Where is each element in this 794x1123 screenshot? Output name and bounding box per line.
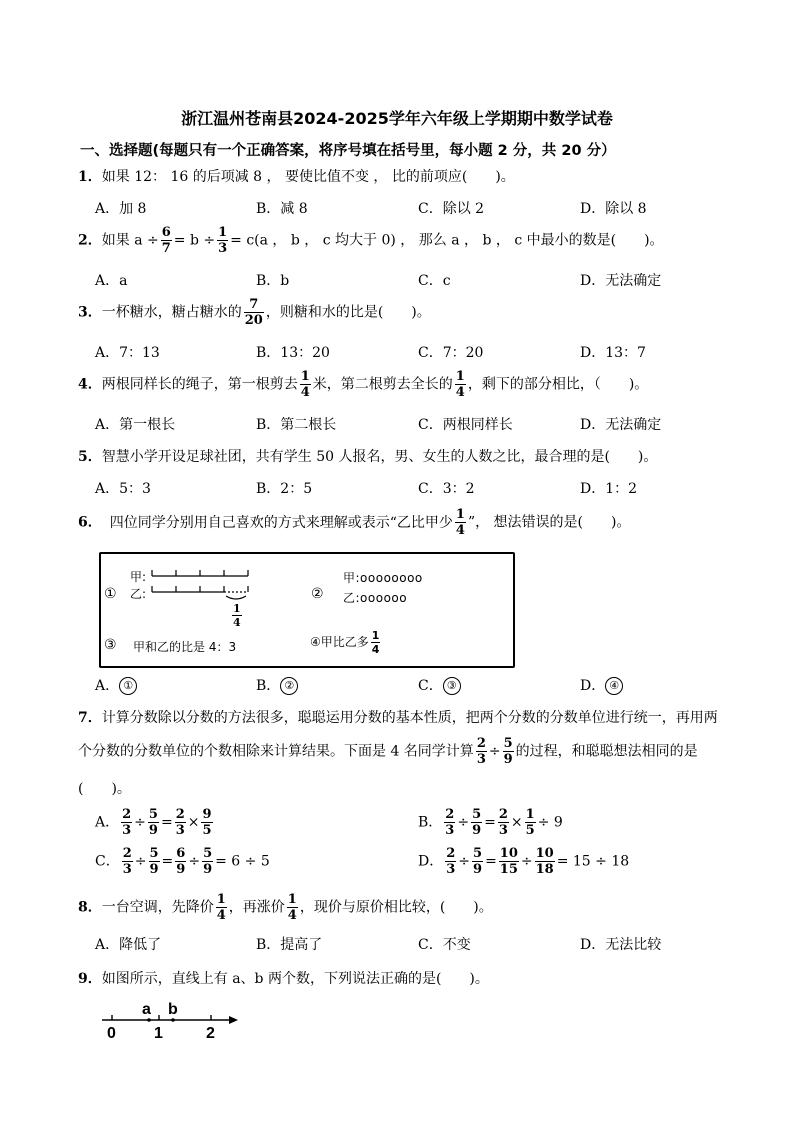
label-2: 2 <box>206 1025 215 1042</box>
option-c[interactable]: C．不变 <box>418 937 471 953</box>
question-text: 如图所示，直线上有 a、b 两个数，下列说法正确的是( )。 <box>101 971 489 987</box>
question-7-line-3: ( )。 <box>78 781 131 797</box>
option-d[interactable]: D．1：2 <box>580 481 638 497</box>
option-b[interactable]: B． ② <box>256 675 298 695</box>
bar-fraction: $\frac{1}{4}$ <box>233 602 241 629</box>
question-9 <box>78 968 489 988</box>
question-text-pre: 四位同学分别用自己喜欢的方式来理解或表示“乙比甲少 <box>109 514 453 531</box>
option-b[interactable]: B．2：5 <box>256 481 313 497</box>
question-text-post: = c(a ， b ， c 均大于 0) ， 那么 a ， b ， c 中最小的数是( )。 <box>230 232 664 249</box>
more-statement: ④甲比乙多 $\frac{1}{4}$ <box>310 629 380 656</box>
number-line <box>98 996 243 1046</box>
question-text-pre: 两根同样长的绳子，第一根剪去 <box>101 376 298 393</box>
question-text-mid: = b ÷ <box>173 232 216 249</box>
question-number: 1． <box>78 169 102 185</box>
option-a[interactable]: A． ① <box>95 675 137 695</box>
option-a[interactable]: A． $\frac{2}{3}$ ÷ $\frac{5}{9}$ = $\frac{2}{3}$ × $\frac{9}{5}$ <box>95 807 212 838</box>
question-number: 5． <box>78 449 102 465</box>
fraction: $\frac{7}{20}$ <box>244 297 263 328</box>
point-a <box>147 1018 151 1022</box>
ratio-statement: 甲和乙的比是 4：3 <box>133 640 237 654</box>
fraction: $\frac{6}{7}$ <box>161 225 171 256</box>
option-c[interactable]: C．7：20 <box>418 345 484 361</box>
fraction: $\frac{1}{4}$ <box>455 507 465 538</box>
question-text: 如果 12： 16 的后项减 8 ， 要使比值不变 ， 比的前项应( )。 <box>101 169 515 185</box>
option-b[interactable]: B．第二根长 <box>256 417 337 433</box>
question-text: 计算分数除以分数的方法很多，聪聪运用分数的基本性质，把两个分数的分数单位进行统一，再用两 <box>101 710 718 726</box>
option-d[interactable]: D．除以 8 <box>580 201 647 217</box>
option-d[interactable]: D．13：7 <box>580 345 646 361</box>
section-heading: 一、选择题(每题只有一个正确答案，将序号填在括号里，每小题 2 分，共 20 分） <box>80 143 616 159</box>
label-b: b <box>168 1001 178 1018</box>
question-number: 6． <box>78 514 102 531</box>
option-a[interactable]: A．5：3 <box>95 481 151 497</box>
option-a[interactable]: A．7：13 <box>95 345 160 361</box>
question-3 <box>78 298 431 327</box>
option-b[interactable]: B． $\frac{2}{3}$ ÷ $\frac{5}{9}$ = $\frac{2}{3}$ × $\frac{1}{5}$ ÷ 9 <box>418 807 563 838</box>
option-b[interactable]: B．13：20 <box>256 345 330 361</box>
option-b[interactable]: B．提高了 <box>256 937 323 953</box>
label-1: 1 <box>154 1025 163 1042</box>
point-b <box>171 1018 175 1022</box>
question-5 <box>78 446 657 466</box>
question-2 <box>78 226 664 255</box>
option-d[interactable]: D．无法确定 <box>580 273 662 289</box>
figure-label-2: ② <box>311 586 324 602</box>
label-0: 0 <box>107 1025 116 1042</box>
question-number: 4． <box>78 376 102 393</box>
yi-circles: 乙:oooooo <box>343 591 408 605</box>
option-a[interactable]: A．a <box>95 273 128 289</box>
label-a: a <box>142 1001 151 1018</box>
question-7-line-2: 个分数的分数单位的个数相除来计算结果。下面是 4 名同学计算 $\frac{2}{3}$ ÷ $\frac{5}{9}$ 的过程，和聪聪想法相同的是 <box>78 736 698 767</box>
question-number: 7． <box>78 710 102 726</box>
option-b[interactable]: B．减 8 <box>256 201 308 217</box>
question-text-pre: 如果 a ÷ <box>101 232 159 249</box>
fraction: $\frac{1}{3}$ <box>218 225 228 256</box>
option-d[interactable]: D．无法比较 <box>580 937 662 953</box>
option-a[interactable]: A．加 8 <box>95 201 147 217</box>
fraction: $\frac{1}{4}$ <box>300 369 310 400</box>
question-1 <box>78 166 515 186</box>
fraction: $\frac{1}{4}$ <box>455 369 465 400</box>
question-text-mid: 米，第二根剪去全长的 <box>312 376 453 393</box>
question-7-line-1 <box>78 707 718 727</box>
question-text-post: ，则糖和水的比是( )。 <box>265 304 431 321</box>
option-c[interactable]: C．两根同样长 <box>418 417 513 433</box>
figure-label-3: ③ <box>104 637 117 653</box>
question-text-post: ”， 想法错误的是( )。 <box>467 514 631 531</box>
question-6 <box>78 508 630 537</box>
option-d[interactable]: D． $\frac{2}{3}$ ÷ $\frac{5}{9}$ = $\frac{10}{15}$ ÷ $\frac{10}{18}$ = 15 ÷ 18 <box>418 846 630 877</box>
question-number: 2． <box>78 232 102 249</box>
jia-circles: 甲:oooooooo <box>343 571 423 585</box>
jia-label: 甲: <box>130 570 147 584</box>
question-4 <box>78 370 648 399</box>
page-title: 浙江温州苍南县2024-2025学年六年级上学期期中数学试卷 <box>181 109 613 128</box>
yi-label: 乙: <box>130 587 147 601</box>
option-d[interactable]: D．无法确定 <box>580 417 662 433</box>
option-c[interactable]: C．3：2 <box>418 481 475 497</box>
question-text-pre: 一杯糖水，糖占糖水的 <box>101 304 242 321</box>
option-d[interactable]: D． ④ <box>580 675 623 695</box>
question-number: 3． <box>78 304 102 321</box>
question-text: 智慧小学开设足球社团，共有学生 50 人报名，男、女生的人数之比，最合理的是( )。 <box>101 449 658 465</box>
option-a[interactable]: A．第一根长 <box>95 417 176 433</box>
question-number: 8． <box>78 899 102 916</box>
arrow-icon <box>229 1016 238 1024</box>
option-c[interactable]: C．除以 2 <box>418 201 485 217</box>
segment-bar-diagram <box>150 566 255 606</box>
question-8: 8．一台空调，先降价 $\frac{1}{4}$ ，再涨价 $\frac{1}{4}$ ，现价与原价相比较，( )。 <box>78 892 493 923</box>
question-text-post: ，剩下的部分相比，（ )。 <box>467 376 649 393</box>
option-c[interactable]: C． ③ <box>418 675 461 695</box>
option-c[interactable]: C． $\frac{2}{3}$ ÷ $\frac{5}{9}$ = $\frac{6}{9}$ ÷ $\frac{5}{9}$ = 6 ÷ 5 <box>95 846 270 877</box>
option-b[interactable]: B．b <box>256 273 290 289</box>
option-c[interactable]: C．c <box>418 273 451 289</box>
figure-label-1: ① <box>104 586 117 602</box>
option-a[interactable]: A．降低了 <box>95 937 162 953</box>
question-number: 9． <box>78 971 102 987</box>
